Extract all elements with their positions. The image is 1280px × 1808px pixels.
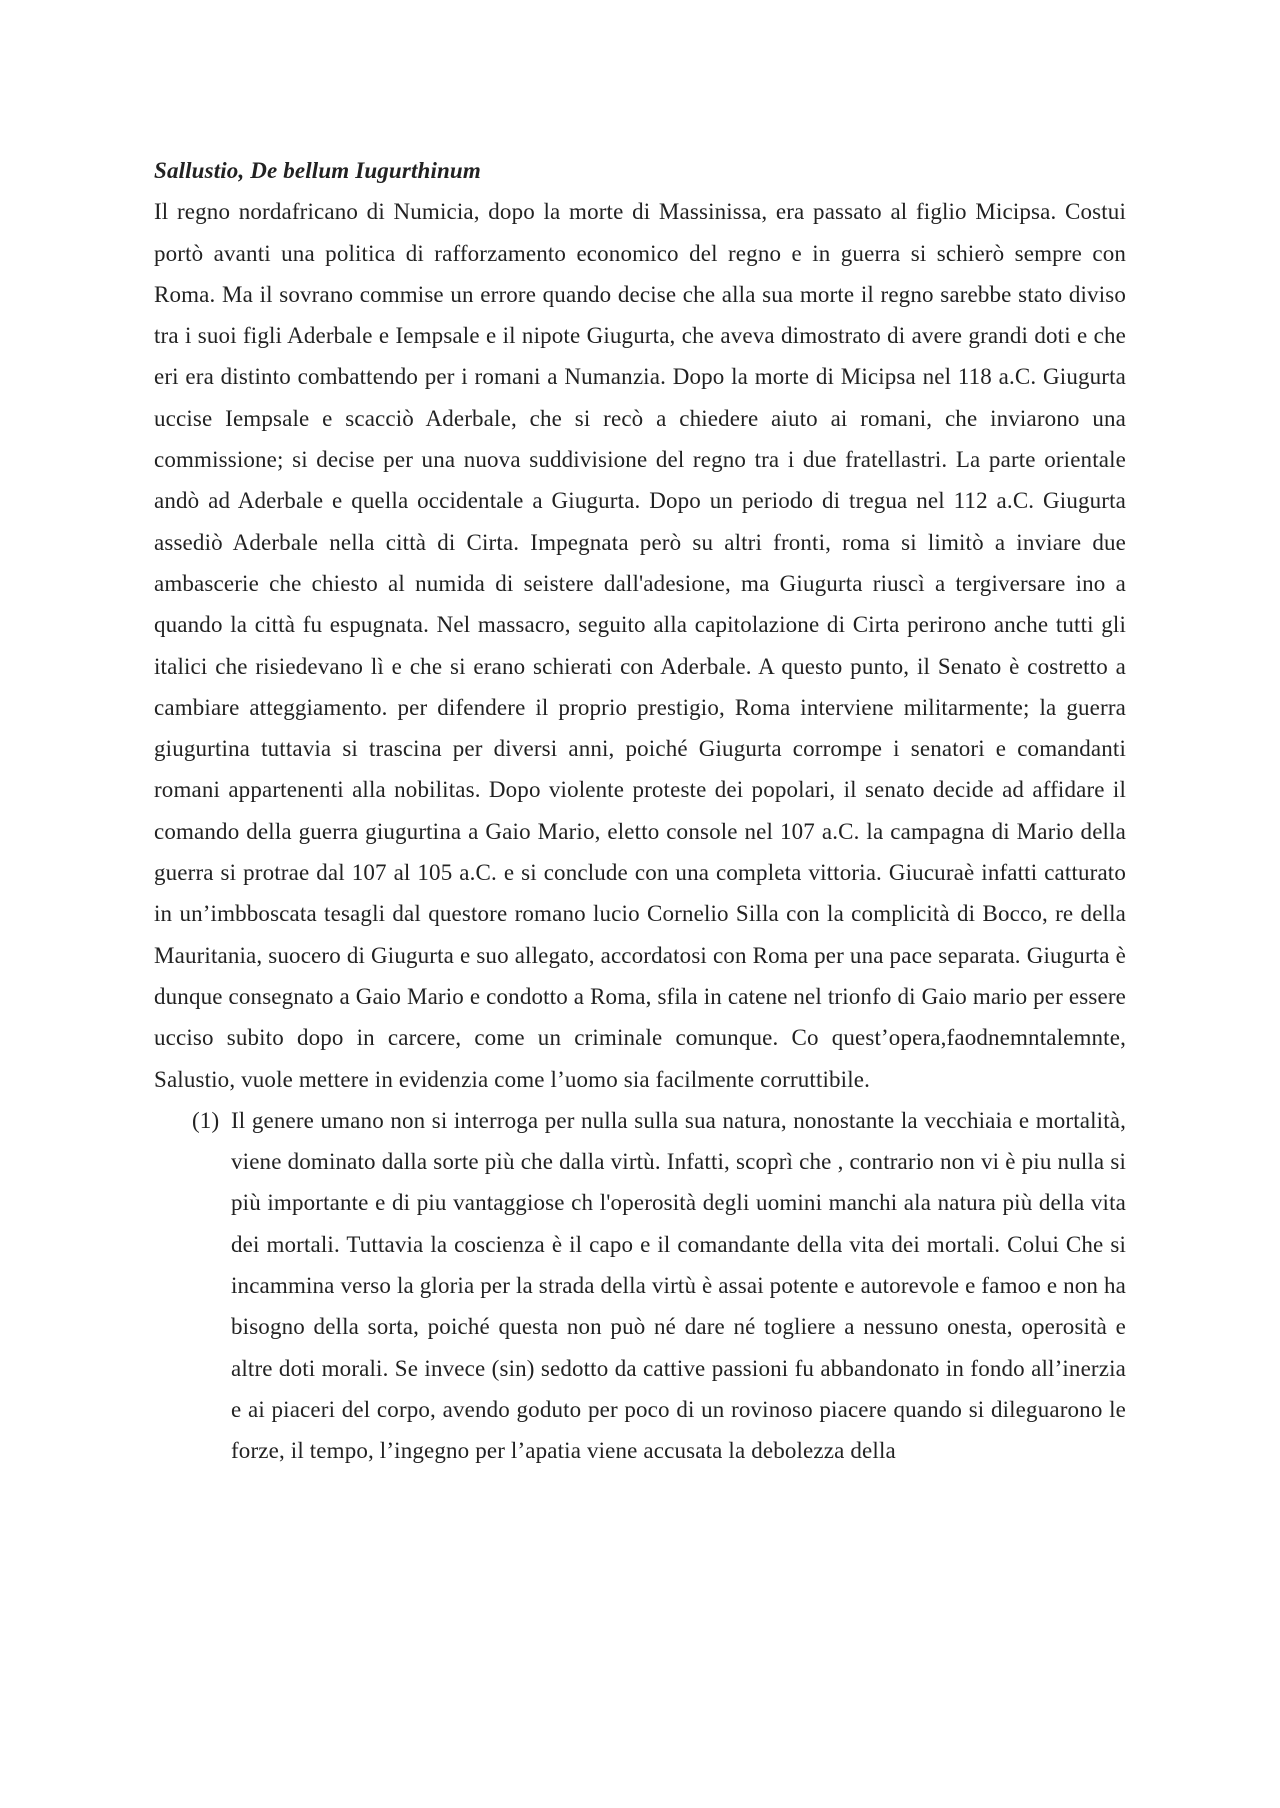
document-body xyxy=(154,150,1126,1472)
list-item-text: Il genere umano non si interroga per nulla sulla sua natura, nonostante la vecchiaia e mortalità, viene dominato dalla sorte più che dalla virtù. Infatti, scoprì che , contrario non vi è piu nulla si più importante e di piu vantaggiose ch l'operosità degli uomini manchi ala natura più della vita dei mortali. Tuttavia la coscienza è il capo e il comandante della vita dei mortali. Colui Che si incammina verso la gloria per la strada della virtù è assai potente e autorevole e famoo e non ha bisogno della sorta, poiché questa non può né dare né togliere a nessuno onesta, operosità e altre doti morali. Se invece (sin) sedotto da cattive passioni fu abbandonato in fondo all’inerzia e ai piaceri del corpo, avendo goduto per poco di un rovinoso piacere quando si dileguarono le forze, il tempo, l’ingegno per l’apatia viene accusata la debolezza della xyxy=(231,1107,1126,1464)
summary-paragraph: Il regno nordafricano di Numicia, dopo la morte di Massinissa, era passato al figlio Micipsa. Costui portò avanti una politica di rafforzamento economico del regno e in guerra si schierò sempre con Roma. Ma il sovrano commise un errore quando decise che alla sua morte il regno sarebbe stato diviso tra i suoi figli Aderbale e Iempsale e il nipote Giugurta, che aveva dimostrato di avere grandi doti e che eri era distinto combattendo per i romani a Numanzia. Dopo la morte di Micipsa nel 118 a.C. Giugurta uccise Iempsale e scacciò Aderbale, che si recò a chiedere aiuto ai romani, che inviarono una commissione; si decise per una nuova suddivisione del regno tra i due fratellastri. La parte orientale andò ad Aderbale e quella occidentale a Giugurta. Dopo un periodo di tregua nel 112 a.C. Giugurta assediò Aderbale nella città di Cirta. Impegnata però su altri fronti, roma si limitò a inviare due ambascerie che chiesto al numida di seistere dall'adesione, ma Giugurta riuscì a tergiversare ino a quando la città fu espugnata. Nel massacro, seguito alla capitolazione di Cirta perirono anche tutti gli italici che risiedevano lì e che si erano schierati con Aderbale. A questo punto, il Senato è costretto a cambiare atteggiamento. per difendere il proprio prestigio, Roma interviene militarmente; la guerra giugurtina tuttavia si trascina per diversi anni, poiché Giugurta corrompe i senatori e comandanti romani appartenenti alla nobilitas. Dopo violente proteste dei popolari, il senato decide ad affidare il comando della guerra giugurtina a Gaio Mario, eletto console nel 107 a.C. la campagna di Mario della guerra si protrae dal 107 al 105 a.C. e si conclude con una completa vittoria. Giucuraè infatti catturato in un’imbboscata tesagli dal questore romano lucio Cornelio Silla con la complicità di Bocco, re della Mauritania, suocero di Giugurta e suo allegato, accordatosi con Roma per una pace separata. Giugurta è dunque consegnato a Gaio Mario e condotto a Roma, sfila in catene nel trionfo di Gaio mario per essere ucciso subito dopo in carcere, come un criminale comunque. Co quest’opera,faodnemntalemnte, Salustio, vuole mettere in evidenzia come l’uomo sia facilmente corruttibile. xyxy=(154,199,1126,1092)
document-title: Sallustio, De bellum Iugurthinum xyxy=(154,158,481,183)
numbered-list-item xyxy=(154,1100,1126,1472)
list-item-number: (1) xyxy=(192,1107,220,1133)
